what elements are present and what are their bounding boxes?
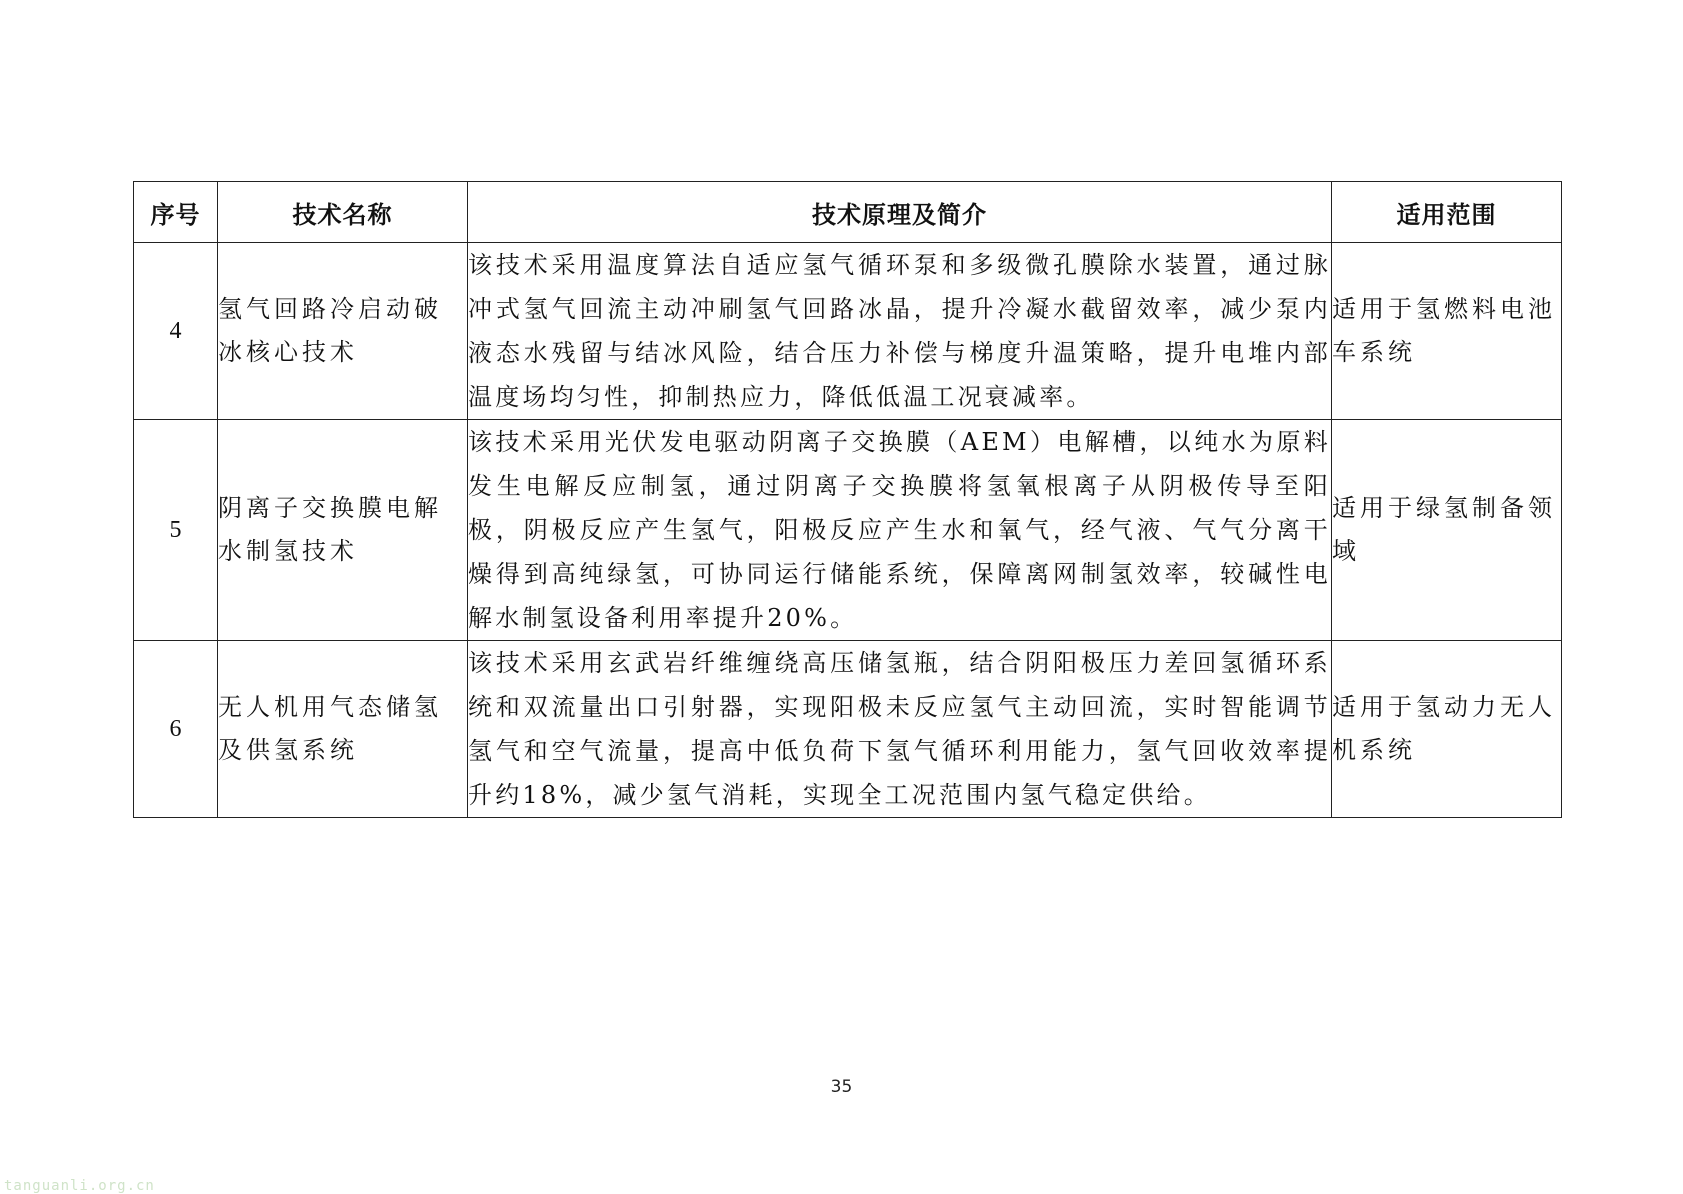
table-header-row [134,182,1562,243]
technology-table [133,181,1562,818]
header-desc: 技术原理及简介 [468,182,1332,243]
row-seq: 5 [134,420,218,641]
table-row [134,641,1562,818]
row-seq: 6 [134,641,218,818]
page-number: 35 [830,1077,853,1097]
watermark-text: tanguanli.org.cn [4,1178,155,1194]
header-name: 技术名称 [218,182,468,243]
header-seq: 序号 [134,182,218,243]
table-row [134,243,1562,420]
row-scope: 适用于绿氢制备领域 [1332,420,1562,641]
row-tech-description: 该技术采用温度算法自适应氢气循环泵和多级微孔膜除水装置，通过脉冲式氢气回流主动冲刷氢气回路冰晶，提升冷凝水截留效率，减少泵内液态水残留与结冰风险，结合压力补偿与梯度升温策略，提升电堆内部温度场均匀性，抑制热应力，降低低温工况衰减率。 [468,243,1332,420]
row-seq: 4 [134,243,218,420]
header-scope: 适用范围 [1332,182,1562,243]
row-scope: 适用于氢动力无人机系统 [1332,641,1562,818]
row-scope: 适用于氢燃料电池车系统 [1332,243,1562,420]
row-tech-description: 该技术采用玄武岩纤维缠绕高压储氢瓶，结合阴阳极压力差回氢循环系统和双流量出口引射器，实现阳极未反应氢气主动回流，实时智能调节氢气和空气流量，提高中低负荷下氢气循环利用能力，氢气回收效率提升约18%，减少氢气消耗，实现全工况范围内氢气稳定供给。 [468,641,1332,818]
row-tech-name: 氢气回路冷启动破冰核心技术 [218,243,468,420]
row-tech-name: 无人机用气态储氢及供氢系统 [218,641,468,818]
table-row [134,420,1562,641]
row-tech-name: 阴离子交换膜电解水制氢技术 [218,420,468,641]
row-tech-description: 该技术采用光伏发电驱动阴离子交换膜（AEM）电解槽，以纯水为原料发生电解反应制氢，通过阴离子交换膜将氢氧根离子从阴极传导至阳极，阴极反应产生氢气，阳极反应产生水和氧气，经气液、气气分离干燥得到高纯绿氢，可协同运行储能系统，保障离网制氢效率，较碱性电解水制氢设备利用率提升20%。 [468,420,1332,641]
